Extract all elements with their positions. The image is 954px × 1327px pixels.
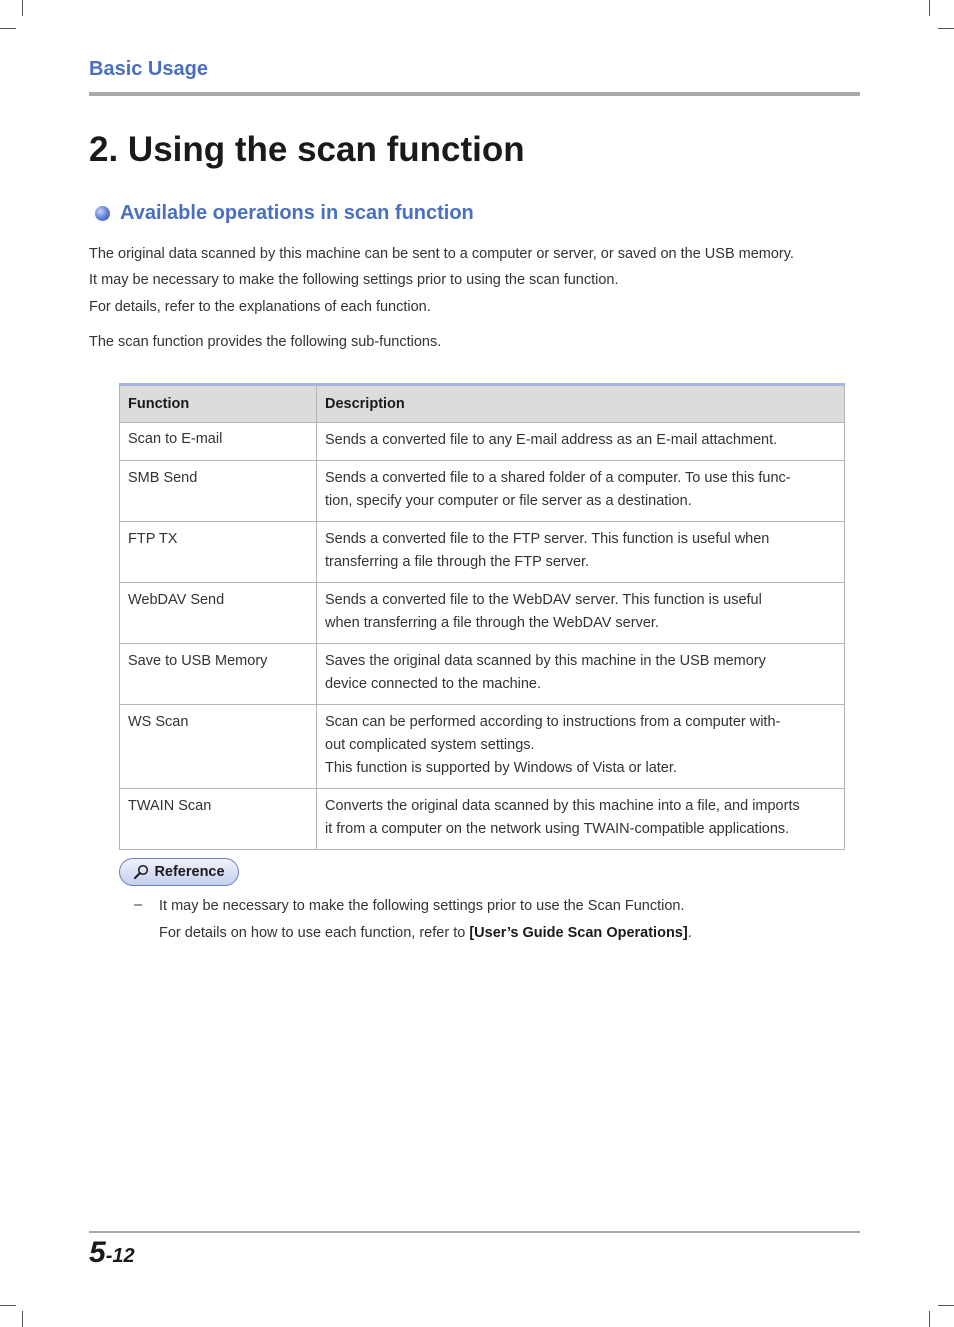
description-line: transferring a file through the FTP server. [325, 554, 590, 570]
footer-rule [89, 1231, 860, 1233]
description-line: Sends a converted file to any E-mail address as an E-mail attachment. [325, 432, 778, 448]
page-number [89, 1236, 135, 1270]
table-row [120, 522, 845, 583]
intro-paragraph: The scan function provides the following sub-functions. [89, 334, 442, 350]
table-row [120, 705, 845, 789]
guide-reference-link: [User’s Guide Scan Operations] [469, 925, 688, 941]
description-line: device connected to the machine. [325, 676, 542, 692]
crop-mark [929, 1311, 930, 1327]
description-cell [317, 644, 845, 705]
crop-mark [0, 1305, 16, 1306]
sub-functions-table [119, 383, 845, 850]
description-cell [317, 705, 845, 789]
description-cell [317, 583, 845, 644]
intro-paragraph: For details, refer to the explanations of each function. [89, 299, 431, 315]
reference-badge [119, 858, 239, 886]
function-cell: Scan to E-mail [120, 423, 317, 461]
reference-note [159, 925, 692, 941]
table-row [120, 789, 845, 850]
crop-mark [0, 28, 16, 29]
function-cell: WebDAV Send [120, 583, 317, 644]
description-line: it from a computer on the network using TWAIN-compatible applications. [325, 821, 790, 837]
sphere-bullet-icon [95, 206, 110, 221]
description-cell [317, 423, 845, 461]
table-row [120, 461, 845, 522]
intro-paragraph: The original data scanned by this machine can be sent to a computer or server, or saved on the USB memory. [89, 246, 794, 262]
column-header-description: Description [317, 385, 845, 423]
crop-mark [22, 1311, 23, 1327]
description-cell [317, 789, 845, 850]
description-line: Sends a converted file to a shared folder of a computer. To use this func- [325, 470, 791, 486]
description-line: out complicated system settings. [325, 737, 535, 753]
description-line: Saves the original data scanned by this machine in the USB memory [325, 653, 766, 669]
description-line: Sends a converted file to the WebDAV server. This function is useful [325, 592, 762, 608]
function-cell: Save to USB Memory [120, 644, 317, 705]
chapter-number: 5 [89, 1236, 106, 1269]
description-line: Sends a converted file to the FTP server. This function is useful when [325, 531, 770, 547]
function-cell: TWAIN Scan [120, 789, 317, 850]
table-row [120, 423, 845, 461]
description-line: This function is supported by Windows of Vista or later. [325, 760, 677, 776]
function-cell: SMB Send [120, 461, 317, 522]
table-row [120, 644, 845, 705]
description-cell [317, 461, 845, 522]
running-header: Basic Usage [89, 58, 208, 80]
description-line: when transferring a file through the WebDAV server. [325, 615, 659, 631]
section-heading [95, 202, 474, 225]
description-cell [317, 522, 845, 583]
column-header-function: Function [120, 385, 317, 423]
page-title: 2. Using the scan function [89, 130, 525, 169]
crop-mark [938, 1305, 954, 1306]
function-cell: FTP TX [120, 522, 317, 583]
crop-mark [929, 0, 930, 16]
list-dash: – [134, 897, 143, 913]
function-cell: WS Scan [120, 705, 317, 789]
header-rule [89, 92, 860, 96]
description-line: tion, specify your computer or file server as a destination. [325, 493, 692, 509]
intro-paragraph: It may be necessary to make the following settings prior to using the scan function. [89, 272, 619, 288]
reference-label: Reference [154, 864, 225, 880]
magnifier-icon [133, 864, 149, 880]
page-in-chapter: -12 [105, 1245, 135, 1267]
reference-note-suffix: . [687, 925, 692, 941]
table-header-row [120, 385, 845, 423]
description-line: Scan can be performed according to instructions from a computer with- [325, 714, 781, 730]
reference-note-prefix: For details on how to use each function, refer to [159, 925, 470, 941]
reference-note: It may be necessary to make the following settings prior to use the Scan Function. [159, 898, 685, 914]
crop-mark [938, 28, 954, 29]
crop-mark [22, 0, 23, 16]
table-row [120, 583, 845, 644]
description-line: Converts the original data scanned by this machine into a file, and imports [325, 798, 800, 814]
section-title: Available operations in scan function [120, 202, 474, 224]
